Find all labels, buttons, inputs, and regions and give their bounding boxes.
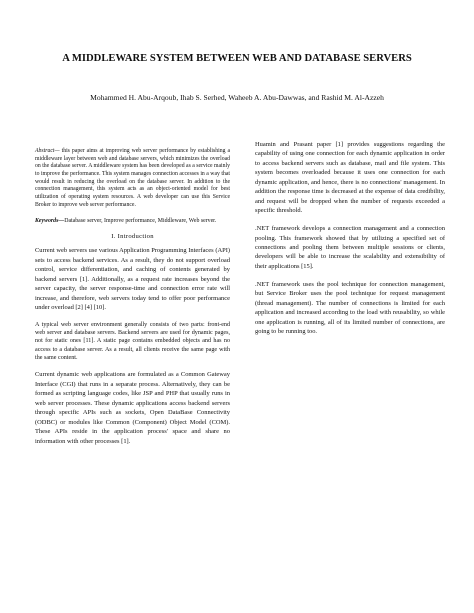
keywords: [35, 217, 230, 225]
keywords-label: Keywords—: [35, 218, 65, 225]
body-paragraph: .NET framework develops a connection management and a connection pooling. This framework showed that by utilizing a specified set of connections and pooling them between multiple sessions or clients, developers will be able to increase the scalability and extensibility of their applications [15].: [255, 225, 445, 270]
body-paragraph: .NET framework uses the pool technique for connection management, but Service Broker uses the pool technique for request management (thread management). The number of connections is limited for each application and increased according to the load with reusability, so while one application is running, all of its limited number of connections, are going to be running too.: [255, 280, 445, 336]
body-paragraph: Current web servers use various Application Programming Interfaces (API) sets to access backend services. As a result, they do not support overload control, service differentiation, and caching of contents generated by backend servers [1]. Additionally, as a request rate increases beyond the server capacity, the server response-time and connection error rate will increase, and therefore, web servers today tend to offer poor performance under overload [2] [4] [10].: [35, 247, 230, 311]
abstract-label: Abstract—: [35, 148, 60, 154]
body-paragraph: A typical web server environment generally consists of two parts: front-end web server and database servers. Backend servers are used for dynamic pages, not for static ones [11]. A static page contains embedded objects and has no access to a database server. As a result, all clients receive the same page with the same content.: [35, 321, 230, 361]
left-column: [35, 148, 230, 455]
paper-title: A MIDDLEWARE SYSTEM BETWEEN WEB AND DATABASE SERVERS: [62, 53, 412, 64]
keywords-text: Database server, Improve performance, Middleware, Web server.: [64, 218, 217, 225]
body-paragraph: Current dynamic web applications are formulated as a Common Gateway Interface (CGI) that runs in a separate process. Alternatively, they can be formed as scripting language codes, like JSP and PHP that usually runs in web server processes. These dynamic applications access backend servers through specific APIs such as sockets, Open DataBase Connectivity (ODBC) or modules like Common (Component) Object Model (COM). These APIs reside in the application process' space and share no information with other processes [1].: [35, 371, 230, 445]
abstract-text: this paper aims at improving web server performance by establishing a middleware layer between web and database servers, which minimizes the overload on the database server. A middleware system has been developed as a service mainly to improve the performance. This system manages connection accesses in a way that would result in reducing the overload on the database server. In addition to the connection management, this system acts as an object-oriented model for best utilization of operating system resources. A web developer can use this Service Broker to improve web server performance.: [35, 148, 230, 208]
abstract: [35, 148, 230, 209]
body-paragraph: Huamin and Prasant paper [1] provides suggestions regarding the capability of using one connection for each dynamic application in order to access backend servers such as database, mail and file system. This system becomes overloaded because it uses one connection for each dynamic application, and hence, there is no connections' management. In addition the response time is decreased at the expense of data credibility, and request will be dropped when the number of requests exceeded a specific threshold.: [255, 141, 445, 215]
paper-authors: Mohammed H. Abu-Arqoub, Ihab S. Serhed, Waheeb A. Abu-Dawwas, and Rashid M. Al-Azzeh: [90, 93, 384, 102]
right-column: [255, 140, 445, 345]
section-heading: I. Introduction: [111, 233, 154, 241]
